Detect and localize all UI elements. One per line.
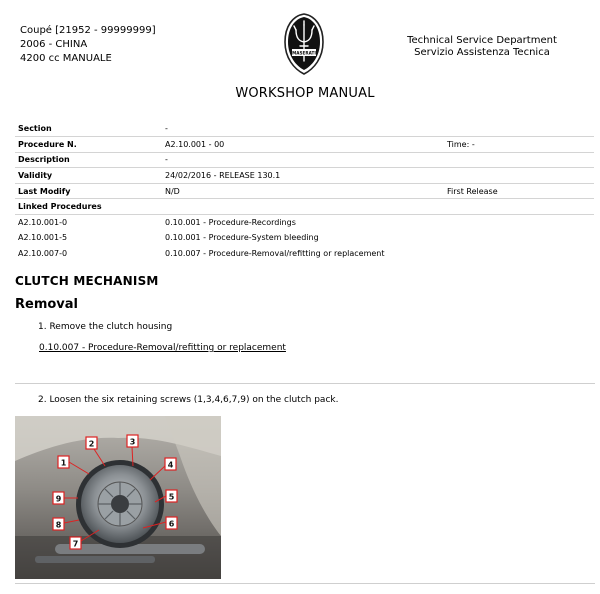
time-value: Time: -	[444, 137, 594, 153]
svg-text:6: 6	[168, 519, 175, 529]
step-1-text: 1. Remove the clutch housing	[38, 322, 173, 332]
department-it: Servizio Assistenza Tecnica	[414, 47, 550, 58]
maserati-logo	[283, 13, 325, 75]
vehicle-model: Coupé [21952 - 99999999]	[20, 25, 156, 36]
divider	[15, 383, 595, 384]
linked-code: A2.10.007-0	[18, 249, 68, 259]
linked-procedure: 0.10.001 - Procedure-Recordings	[165, 218, 296, 228]
linked-code: A2.10.001-0	[18, 218, 68, 228]
linked-code: A2.10.001-5	[18, 233, 68, 243]
svg-text:5: 5	[168, 492, 175, 502]
first-release-value: First Release	[444, 183, 594, 199]
subsection-title: Removal	[15, 297, 79, 312]
svg-text:1: 1	[60, 458, 67, 468]
linked-procedure-row	[15, 215, 594, 231]
department-en: Technical Service Department	[407, 35, 557, 46]
vehicle-engine: 4200 cc MANUALE	[20, 53, 112, 64]
procedure-info-table	[15, 121, 594, 261]
description-value: -	[162, 152, 444, 168]
vehicle-info	[20, 24, 156, 66]
linked-procedure-row	[15, 230, 594, 246]
svg-text:3: 3	[129, 437, 136, 447]
table-row	[15, 199, 594, 215]
svg-text:4: 4	[167, 460, 174, 470]
validity-value: 24/02/2016 - RELEASE 130.1	[162, 168, 444, 184]
validity-label: Validity	[15, 168, 162, 184]
linked-procedure: 0.10.007 - Procedure-Removal/refitting or replacement	[165, 249, 385, 259]
svg-text:7: 7	[72, 539, 79, 549]
section-label: Section	[15, 121, 162, 137]
section-value: -	[162, 121, 444, 137]
page-title: WORKSHOP MANUAL	[235, 86, 375, 101]
table-row	[15, 121, 594, 137]
linked-procedures-label: Linked Procedures	[15, 199, 162, 215]
linked-procedure-row	[15, 246, 594, 262]
svg-text:9: 9	[55, 494, 62, 504]
last-modify-value: N/D	[162, 183, 444, 199]
step-2-text: 2. Loosen the six retaining screws (1,3,4,6,7,9) on the clutch pack.	[38, 395, 339, 405]
table-row	[15, 137, 594, 153]
table-row	[15, 168, 594, 184]
linked-procedure: 0.10.001 - Procedure-System bleeding	[165, 233, 319, 243]
empty-cell	[444, 121, 594, 137]
department-info	[392, 35, 572, 59]
clutch-pack-photo	[15, 416, 221, 579]
section-title: CLUTCH MECHANISM	[15, 274, 159, 288]
table-row	[15, 152, 594, 168]
description-label: Description	[15, 152, 162, 168]
svg-text:2: 2	[88, 439, 95, 449]
empty-cell	[162, 199, 444, 215]
table-row	[15, 183, 594, 199]
empty-cell	[444, 199, 594, 215]
procedure-value: A2.10.001 - 00	[162, 137, 444, 153]
vehicle-year-market: 2006 - CHINA	[20, 39, 88, 50]
empty-cell	[444, 168, 594, 184]
last-modify-label: Last Modify	[15, 183, 162, 199]
procedure-link[interactable]: 0.10.007 - Procedure-Removal/refitting or replacement	[39, 343, 286, 353]
procedure-label: Procedure N.	[15, 137, 162, 153]
divider	[15, 583, 595, 584]
svg-text:MASERATI: MASERATI	[292, 50, 316, 56]
svg-text:8: 8	[55, 520, 62, 530]
empty-cell	[444, 152, 594, 168]
